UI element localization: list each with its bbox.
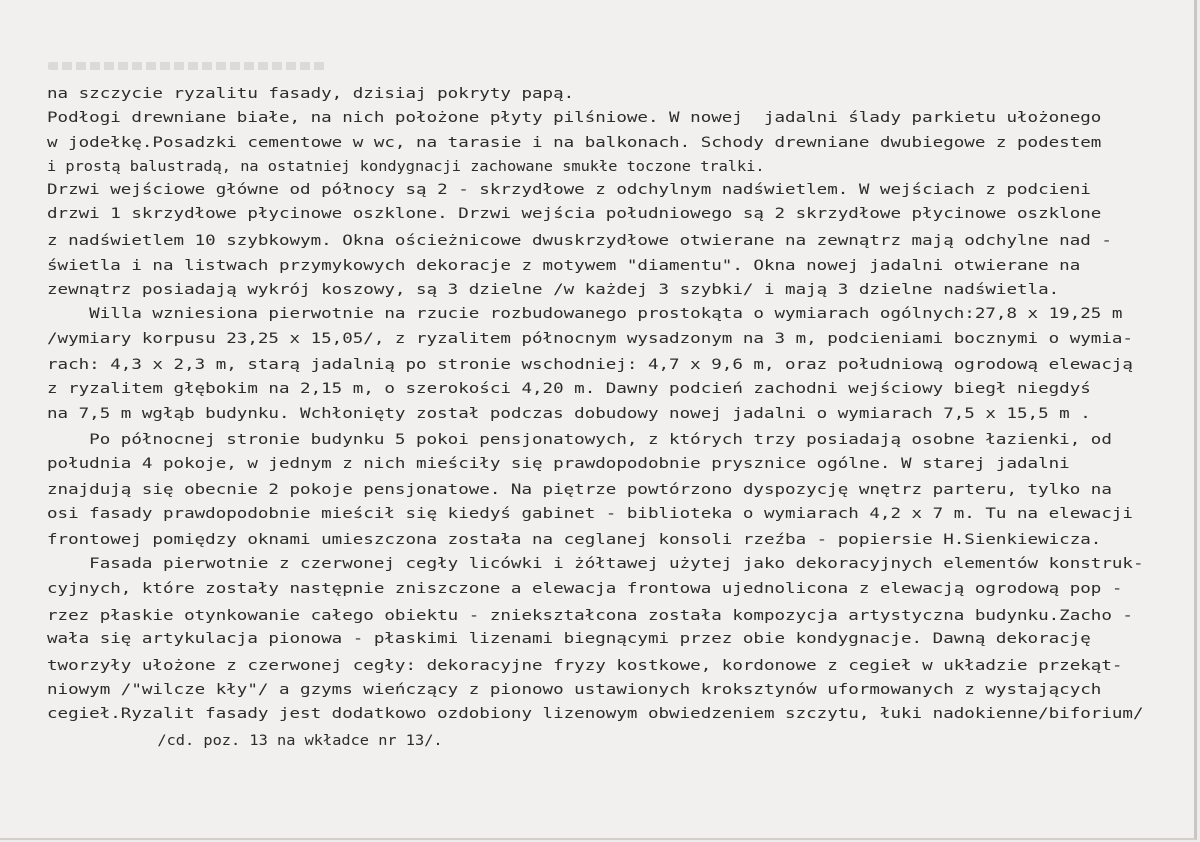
faint-previous-line xyxy=(48,62,328,70)
text-line: świetla i na listwach przymykowych dekoracje z motywem "diamentu". Okna nowej jadalni otwierane na xyxy=(47,257,1081,274)
text-line: Fasada pierwotnie z czerwonej cegły licówki i żółtawej użytej jako dekoracyjnych elementów konstruk- xyxy=(47,555,1144,572)
text-line: znajdują się obecnie 2 pokoje pensjonatowe. Na piętrze powtórzono dyspozycję wnętrz parteru, tylko na xyxy=(47,481,1112,498)
text-line: południa 4 pokoje, w jednym z nich mieściły się prawdopodobnie prysznice ogólne. W starej jadalni xyxy=(47,455,1070,472)
text-line: w jodełkę.Posadzki cementowe w wc, na tarasie i na balkonach. Schody drewniane dwubiegowe z podestem xyxy=(47,134,1102,151)
text-line: na szczycie ryzalitu fasady, dzisiaj pokryty papą. xyxy=(47,85,575,102)
text-line: zewnątrz posiadają wykrój koszowy, są 3 dzielne /w każdej 3 szybki/ i mają 3 dzielne nadświetla. xyxy=(47,281,1060,298)
text-line: frontowej pomiędzy oknami umieszczona została na ceglanej konsoli rzeźba - popiersie H.Sienkiewicza. xyxy=(47,531,1102,548)
text-line: Podłogi drewniane białe, na nich położone płyty pilśniowe. W nowej jadalni ślady parkietu ułożonego xyxy=(47,109,1102,126)
text-line: /cd. poz. 13 na wkładce nr 13/. xyxy=(47,732,443,749)
text-line: Po północnej stronie budynku 5 pokoi pensjonatowych, z których trzy posiadają osobne łazienki, od xyxy=(47,431,1112,448)
text-line: rach: 4,3 x 2,3 m, starą jadalnią po stronie wschodniej: 4,7 x 9,6 m, oraz południową ogrodową elewacją xyxy=(47,356,1133,373)
text-line: drzwi 1 skrzydłowe płycinowe oszklone. Drzwi wejścia południowego są 2 skrzydłowe płycinowe oszklone xyxy=(47,205,1102,222)
text-line: i prostą balustradą, na ostatniej kondygnacji zachowane smukłe toczone tralki. xyxy=(47,158,765,175)
text-line: Drzwi wejściowe główne od północy są 2 - skrzydłowe z odchylnym nadświetlem. W wejściach z podcieni xyxy=(47,181,1091,198)
text-line: /wymiary korpusu 23,25 x 15,05/, z ryzalitem północnym wysadzonym na 3 m, podcieniami bocznymi o wymia- xyxy=(47,330,1133,347)
text-line: tworzyły ułożone z czerwonej cegły: dekoracyjne fryzy kostkowe, kordonowe z cegieł w układzie przekąt- xyxy=(47,657,1123,674)
text-line: osi fasady prawdopodobnie mieścił się kiedyś gabinet - biblioteka o wymiarach 4,2 x 7 m. Tu na elewacji xyxy=(47,505,1133,522)
text-line: z nadświetlem 10 szybkowym. Okna ościeżnicowe dwuskrzydłowe otwierane na zewnątrz mają odchylne nad - xyxy=(47,232,1112,249)
text-line: niowym /"wilcze kły"/ a gzyms wieńczący z pionowo ustawionych kroksztynów uformowanych z wystających xyxy=(47,681,1102,698)
text-line: rzez płaskie otynkowanie całego obiektu - zniekształcona została kompozycja artystyczna budynku.Zacho - xyxy=(47,607,1133,624)
text-line: cyjnych, które zostały następnie zniszczone a elewacja frontowa ujednolicona z elewacją ogrodową pop - xyxy=(47,580,1123,597)
text-line: na 7,5 m wgłąb budynku. Wchłonięty został podczas dobudowy nowej jadalni o wymiarach 7,5 x 15,5 m . xyxy=(47,405,1091,422)
text-line: z ryzalitem głębokim na 2,15 m, o szerokości 4,20 m. Dawny podcień zachodni wejściowy biegł niegdyś xyxy=(47,380,1091,397)
text-line: cegieł.Ryzalit fasady jest dodatkowo ozdobiony lizenowym obwiedzeniem szczytu, łuki nadokienne/biforium/ xyxy=(47,705,1144,722)
text-line: Willa wzniesiona pierwotnie na rzucie rozbudowanego prostokąta o wymiarach ogólnych:27,8 x 19,25 m xyxy=(47,305,1123,322)
text-line: wała się artykulacja pionowa - płaskimi lizenami biegnącymi przez obie kondygnacje. Dawną dekorację xyxy=(47,630,1091,647)
